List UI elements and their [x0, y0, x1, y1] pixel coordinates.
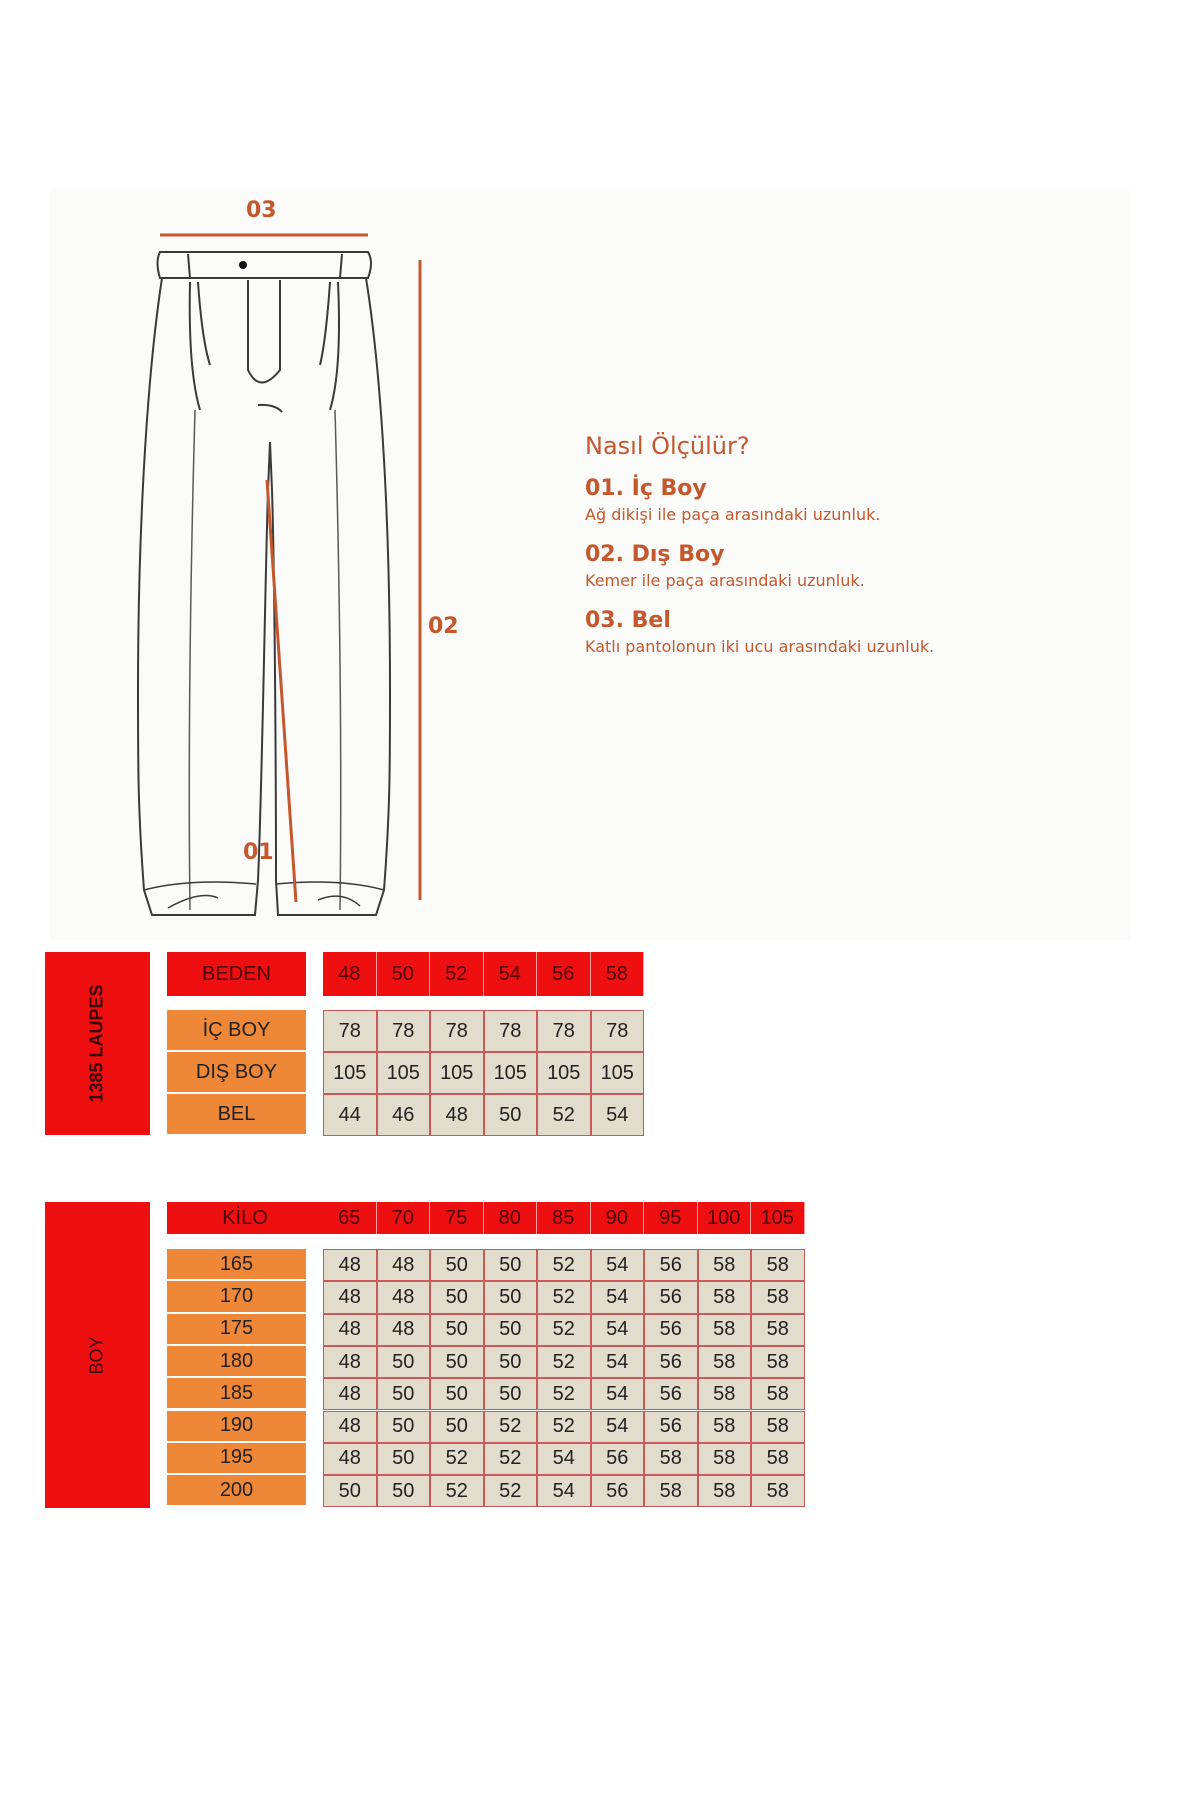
weight-table-cell: 48 — [323, 1249, 377, 1281]
weight-table-cell: 50 — [377, 1475, 431, 1507]
weight-table-cell: 52 — [537, 1249, 591, 1281]
weight-table-cell: 50 — [377, 1346, 431, 1378]
weight-header-cell: 65 — [323, 1202, 377, 1234]
weight-table-side-label — [45, 1202, 150, 1508]
weight-header-cell: 70 — [377, 1202, 431, 1234]
weight-table-cell: 54 — [591, 1378, 645, 1410]
weight-table-cell: 56 — [644, 1314, 698, 1346]
weight-table-cell: 50 — [377, 1411, 431, 1443]
size-row-label: DIŞ BOY — [167, 1052, 306, 1094]
weight-table-cell: 56 — [644, 1346, 698, 1378]
weight-table-cell: 58 — [751, 1314, 805, 1346]
size-table-cell: 52 — [537, 1094, 591, 1136]
weight-table-cell: 50 — [323, 1475, 377, 1507]
measure-label-03: 03 — [246, 198, 277, 223]
weight-table-cell: 48 — [323, 1346, 377, 1378]
size-header-cell: 56 — [537, 952, 591, 996]
size-table-cell: 105 — [323, 1052, 377, 1094]
size-table-cell: 78 — [484, 1010, 538, 1052]
weight-table-cell: 58 — [698, 1249, 752, 1281]
weight-table-cell: 54 — [591, 1411, 645, 1443]
measure-label-02: 02 — [428, 614, 459, 639]
weight-table-cell: 50 — [430, 1346, 484, 1378]
weight-table-cell: 54 — [591, 1346, 645, 1378]
weight-table-cell: 54 — [537, 1475, 591, 1507]
weight-header-cell: 75 — [430, 1202, 484, 1234]
measure-item-heading: 01. İç Boy — [585, 476, 707, 501]
weight-table-cell: 58 — [751, 1475, 805, 1507]
how-to-measure-title: Nasıl Ölçülür? — [585, 432, 750, 460]
weight-table-cell: 52 — [537, 1346, 591, 1378]
weight-table-cell: 58 — [698, 1411, 752, 1443]
weight-table-cell: 50 — [484, 1378, 538, 1410]
weight-table-cell: 50 — [377, 1378, 431, 1410]
weight-table-cell: 52 — [537, 1378, 591, 1410]
measure-item-inseam — [585, 476, 934, 524]
size-table-cell: 46 — [377, 1094, 431, 1136]
weight-table-cell: 48 — [323, 1314, 377, 1346]
weight-table-cell: 56 — [591, 1475, 645, 1507]
size-table-cell: 78 — [323, 1010, 377, 1052]
weight-table-cell: 48 — [323, 1378, 377, 1410]
weight-table-cell: 52 — [537, 1411, 591, 1443]
weight-header-cell: 80 — [484, 1202, 538, 1234]
weight-table-cell: 48 — [323, 1411, 377, 1443]
height-row-label: 175 — [167, 1314, 306, 1346]
weight-header-cell: 100 — [698, 1202, 752, 1234]
weight-table-cell: 58 — [751, 1281, 805, 1313]
weight-header-cell: 95 — [644, 1202, 698, 1234]
height-row-label: 170 — [167, 1281, 306, 1313]
weight-table-cell: 58 — [698, 1443, 752, 1475]
weight-table-cell: 56 — [591, 1443, 645, 1475]
weight-table-cell: 58 — [698, 1378, 752, 1410]
weight-table-cell: 56 — [644, 1411, 698, 1443]
weight-table-cell: 58 — [698, 1281, 752, 1313]
weight-table-cell: 54 — [591, 1281, 645, 1313]
size-header-cell: 58 — [591, 952, 645, 996]
weight-table-cell: 50 — [484, 1346, 538, 1378]
measure-item-waist — [585, 608, 934, 656]
weight-table-cell: 52 — [484, 1411, 538, 1443]
size-header-cell: 54 — [484, 952, 538, 996]
size-table-cell: 48 — [430, 1094, 484, 1136]
weight-table-cell: 54 — [591, 1249, 645, 1281]
measure-item-heading: 02. Dış Boy — [585, 542, 725, 567]
size-row-label: İÇ BOY — [167, 1010, 306, 1052]
size-table-cell: 54 — [591, 1094, 645, 1136]
weight-table-cell: 58 — [698, 1346, 752, 1378]
weight-table-cell: 58 — [644, 1443, 698, 1475]
size-table-cell: 105 — [537, 1052, 591, 1094]
weight-table-cell: 54 — [591, 1314, 645, 1346]
weight-table-cell: 58 — [698, 1475, 752, 1507]
weight-table-cell: 48 — [323, 1281, 377, 1313]
weight-table-cell: 50 — [484, 1314, 538, 1346]
size-header-cell: 48 — [323, 952, 377, 996]
weight-table-cell: 48 — [377, 1281, 431, 1313]
measure-item-description: Ağ dikişi ile paça arasındaki uzunluk. — [585, 505, 881, 524]
size-table-cell: 78 — [537, 1010, 591, 1052]
size-row-label: BEL — [167, 1094, 306, 1136]
weight-table-cell: 48 — [323, 1443, 377, 1475]
weight-table-cell: 52 — [484, 1443, 538, 1475]
measure-label-01: 01 — [243, 840, 274, 865]
weight-table-cell: 50 — [430, 1411, 484, 1443]
height-axis-label: BOY — [86, 1335, 107, 1375]
weight-table-cell: 56 — [644, 1281, 698, 1313]
weight-table-cell: 58 — [751, 1346, 805, 1378]
size-table-cell: 78 — [591, 1010, 645, 1052]
size-table-cell: 105 — [484, 1052, 538, 1094]
size-header-cell: 50 — [377, 952, 431, 996]
measure-item-heading: 03. Bel — [585, 608, 671, 633]
weight-table-cell: 52 — [537, 1281, 591, 1313]
button-dot — [239, 261, 247, 269]
weight-table-cell: 54 — [537, 1443, 591, 1475]
measure-item-description: Kemer ile paça arasındaki uzunluk. — [585, 571, 865, 590]
inner-length-measure-line — [267, 480, 296, 902]
weight-table-cell: 52 — [537, 1314, 591, 1346]
weight-table-cell: 48 — [377, 1314, 431, 1346]
size-table-cell: 105 — [430, 1052, 484, 1094]
measure-item-outseam — [585, 542, 934, 590]
weight-header-cell: 85 — [537, 1202, 591, 1234]
measure-item-description: Katlı pantolonun iki ucu arasındaki uzunluk. — [585, 637, 935, 656]
size-header-cell: 52 — [430, 952, 484, 996]
height-row-label: 195 — [167, 1443, 306, 1475]
weight-table-cell: 50 — [430, 1249, 484, 1281]
weight-table-cell: 58 — [698, 1314, 752, 1346]
weight-table-cell: 58 — [751, 1249, 805, 1281]
weight-table-cell: 48 — [377, 1249, 431, 1281]
weight-table-cell: 50 — [430, 1281, 484, 1313]
size-header-label: BEDEN — [167, 952, 306, 996]
weight-table-cell: 58 — [751, 1443, 805, 1475]
weight-table-cell: 56 — [644, 1249, 698, 1281]
weight-header-label: KİLO — [167, 1202, 323, 1234]
height-row-label: 200 — [167, 1475, 306, 1507]
how-to-measure-section — [585, 432, 934, 674]
weight-table-cell: 58 — [644, 1475, 698, 1507]
size-table-cell: 78 — [430, 1010, 484, 1052]
weight-header-cell: 105 — [751, 1202, 805, 1234]
weight-table-cell: 50 — [377, 1443, 431, 1475]
size-table-cell: 78 — [377, 1010, 431, 1052]
height-row-label: 185 — [167, 1378, 306, 1410]
weight-table-cell: 56 — [644, 1378, 698, 1410]
weight-table-cell: 50 — [430, 1378, 484, 1410]
weight-table-cell: 52 — [430, 1475, 484, 1507]
height-row-label: 180 — [167, 1346, 306, 1378]
weight-table-cell: 50 — [430, 1314, 484, 1346]
weight-table-cell: 58 — [751, 1378, 805, 1410]
height-row-label: 190 — [167, 1411, 306, 1443]
height-row-label: 165 — [167, 1249, 306, 1281]
size-table-cell: 50 — [484, 1094, 538, 1136]
size-table-side-label — [45, 952, 150, 1135]
size-table-cell: 105 — [591, 1052, 645, 1094]
weight-header-cell: 90 — [591, 1202, 645, 1234]
size-table-cell: 105 — [377, 1052, 431, 1094]
weight-table-cell: 50 — [484, 1281, 538, 1313]
weight-table-cell: 52 — [430, 1443, 484, 1475]
size-table-cell: 44 — [323, 1094, 377, 1136]
weight-table-cell: 50 — [484, 1249, 538, 1281]
weight-table-cell: 58 — [751, 1411, 805, 1443]
model-code-label: 1385 LAUPES — [87, 984, 107, 1103]
weight-table-cell: 52 — [484, 1475, 538, 1507]
